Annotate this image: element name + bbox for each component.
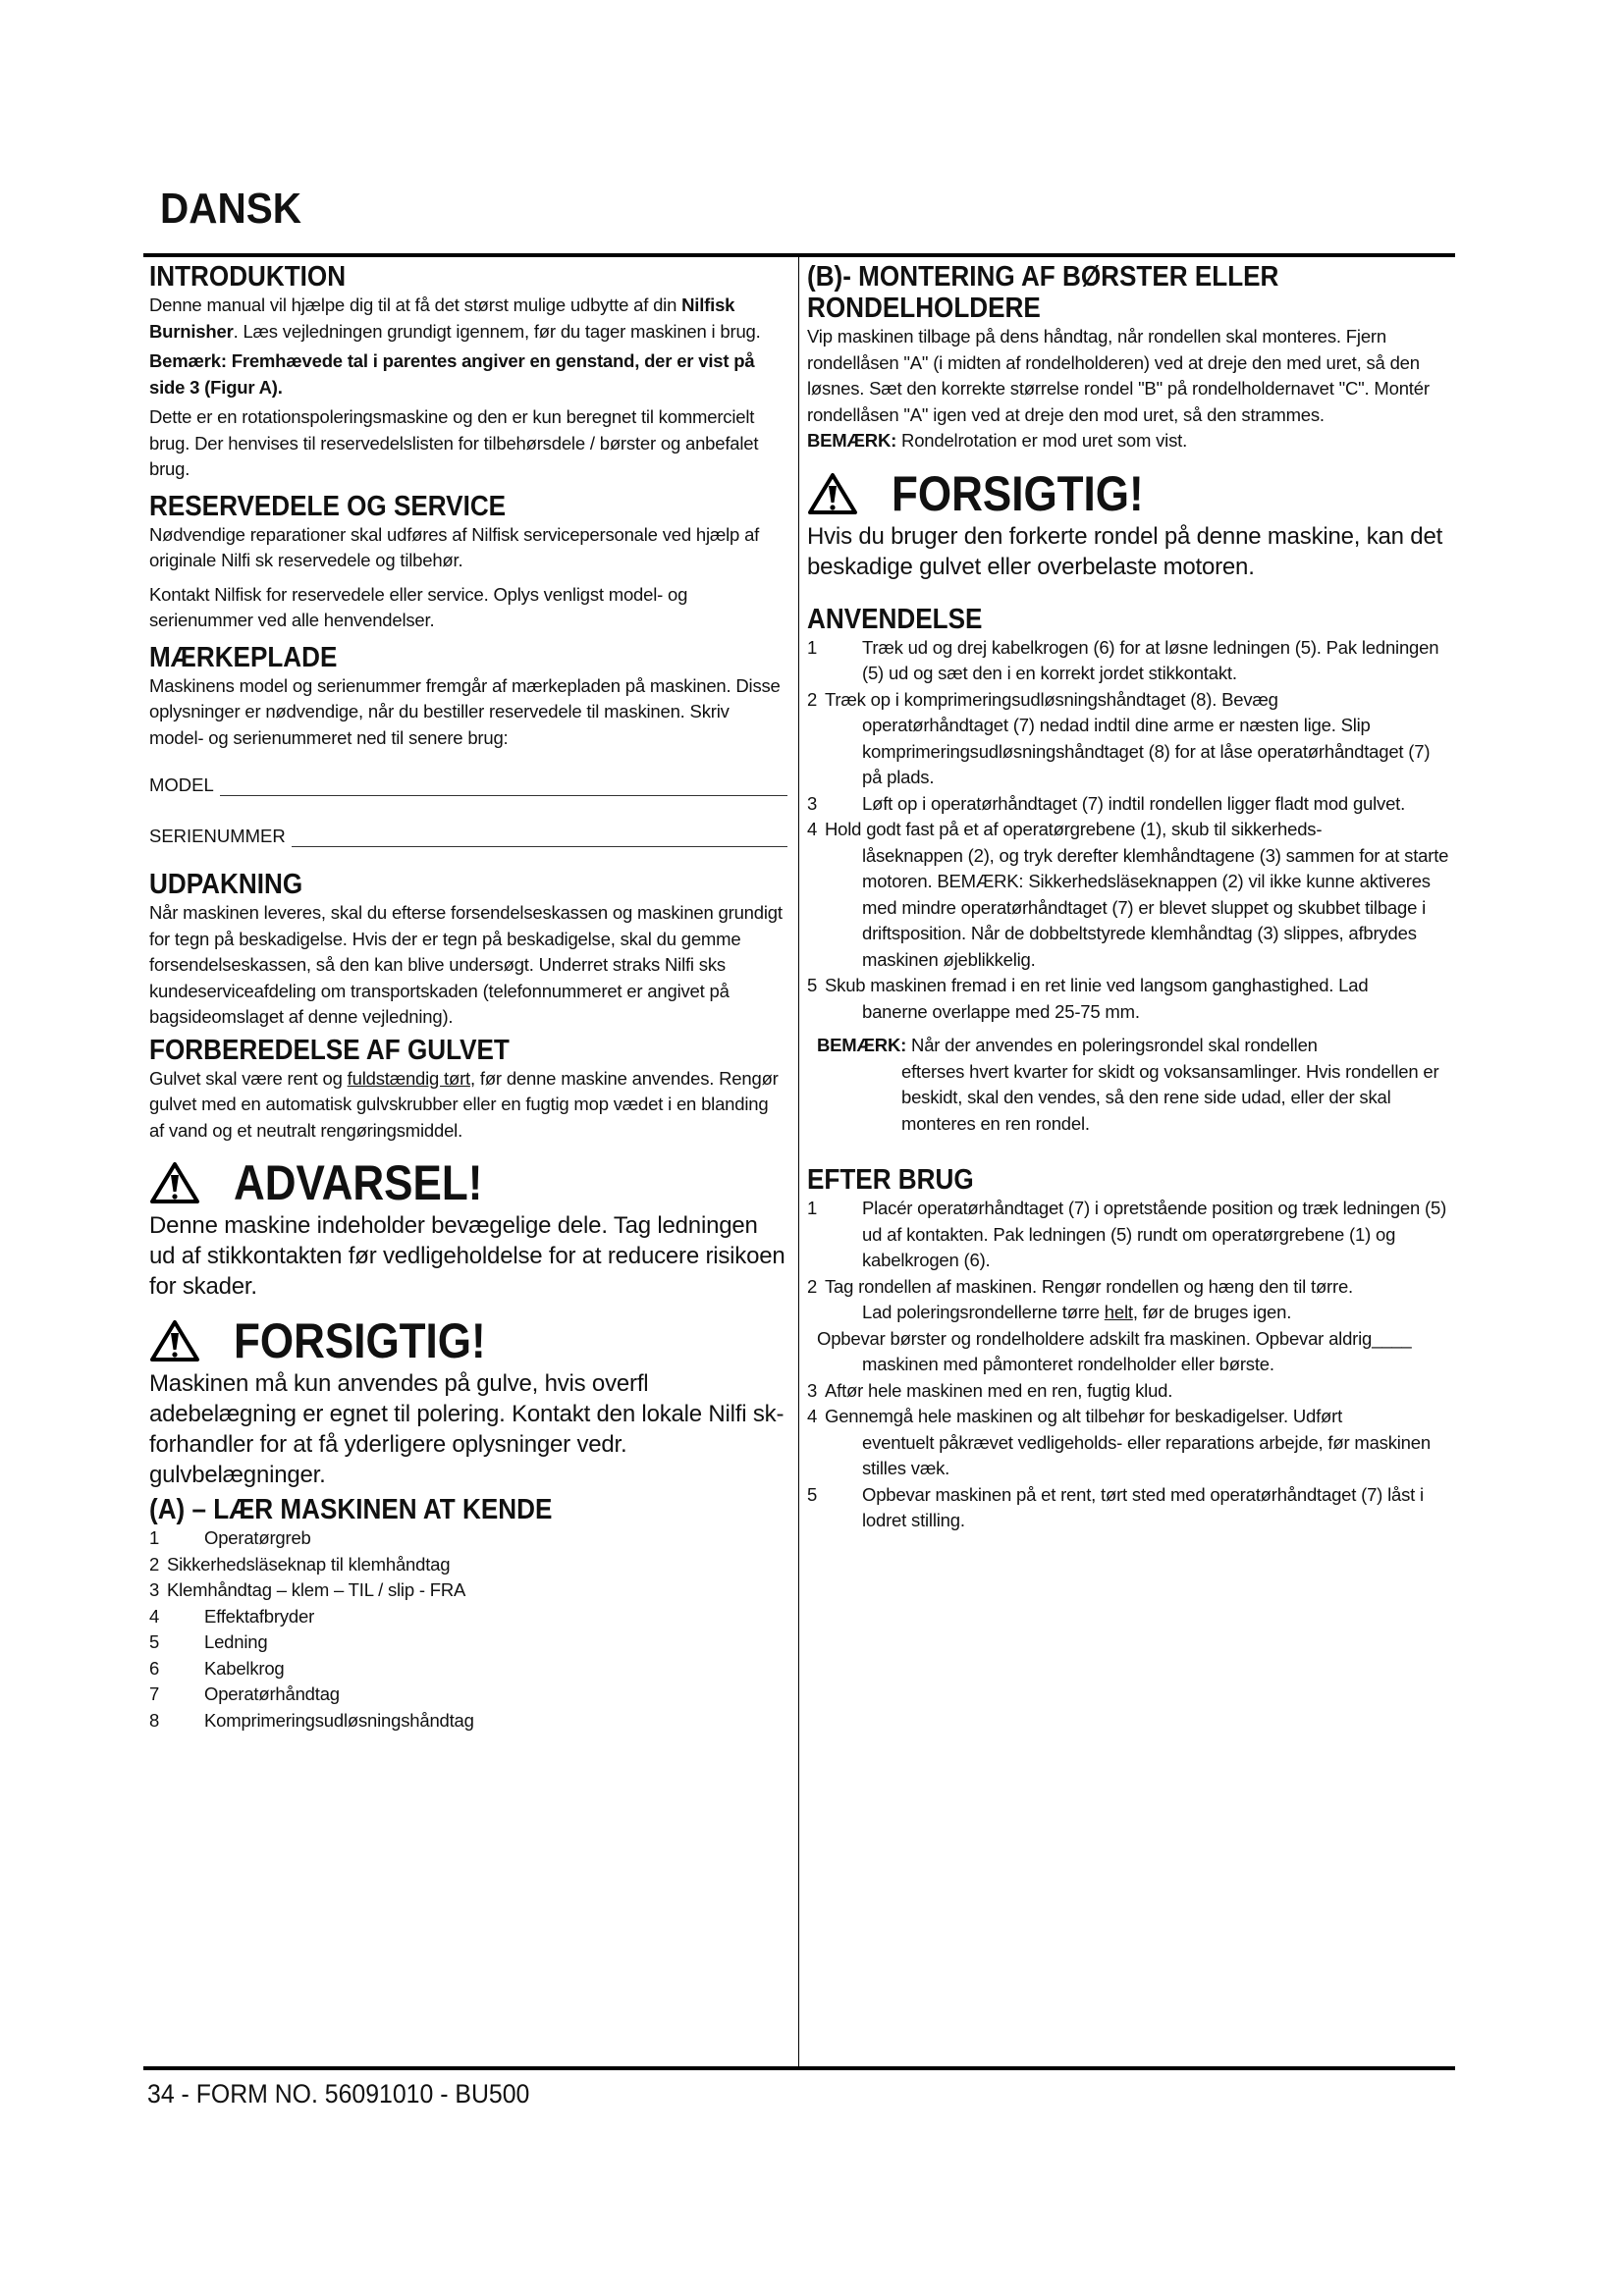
list-text: Skub maskinen fremad i en ret linie ved langsom ganghastighed. Lad [825, 975, 1369, 995]
list-text: Ledning [204, 1631, 268, 1652]
intro-note [149, 348, 787, 400]
section-heading-line-1: (B)- MONTERING AF BØRSTER ELLER [807, 261, 1279, 293]
list-text: Effektafbryder [204, 1605, 315, 1627]
note-text: Rondelrotation er mod uret som vist. [896, 430, 1188, 451]
section-udpakning [149, 869, 787, 1031]
list-text: Operatørhåndtag [204, 1683, 340, 1704]
note-label: BEMÆRK: [807, 430, 897, 451]
list-item [807, 1196, 1453, 1274]
list-item [807, 635, 1453, 687]
page-footer: 34 - FORM NO. 56091010 - BU500 [147, 2079, 530, 2109]
list-number: 8 [149, 1709, 160, 1731]
list-number: 5 [807, 975, 818, 995]
list-number: 1 [149, 1527, 160, 1548]
list-number: 3 [807, 792, 818, 814]
serial-label: SERIENUMMER [149, 826, 286, 846]
list-text: Gennemgå hele maskinen og alt tilbehør for beskadigelser. Udført [825, 1406, 1343, 1426]
list-number: 4 [807, 819, 818, 839]
parts-list-item [149, 1525, 787, 1552]
list-text-continued: låseknappen (2), og tryk derefter klemhåndtagene (3) sammen for at starte motoren. BEMÆRK: Sikkerhedsläseknappen (2) vil ikke kunne aktiveres med mindre operatørhåndtaget (7) er blevet sluppet og skubbet tilbage i driftsposition. Når de dobbeltstyrede klemhåndtag (3) slippes, afbrydes maskinen øjeblikkelig. [862, 844, 1449, 970]
list-item [807, 791, 1453, 818]
serial-line [292, 825, 787, 847]
list-text: Tag rondellen af maskinen. Rengør rondellen og hæng den til tørre. [825, 1275, 1353, 1297]
list-number: 4 [807, 1406, 818, 1426]
list-item [807, 817, 1453, 973]
list-number: 1 [807, 1198, 818, 1218]
list-text: Aftør hele maskinen med en ren, fugtig klud. [825, 1379, 1173, 1401]
caution-text: Maskinen må kun anvendes på gulve, hvis overfl adebelægning er egnet til polering. Kontakt den lokale Nilfi sk-forhandler for at få yderligere oplysninger vedr. gulvbelægninger. [149, 1370, 785, 1488]
floor-text: Gulvet skal være rent og [149, 1067, 348, 1089]
intro-text: Denne manual vil hjælpe dig til at få det størst mulige udbytte af din [149, 294, 682, 315]
intro-text-end: . Læs vejledningen grundigt igennem, før du tager maskinen i brug. [233, 320, 761, 342]
dry-text: Lad poleringsrondellerne tørre [862, 1302, 1105, 1322]
list-text: Placér operatørhåndtaget (7) i opretstående position og træk ledningen (5) ud af kontakten. Pak ledningen (5) rundt om operatørgrebene (1) og kabelkrogen (6). [862, 1198, 1447, 1270]
parts-list-item [149, 1656, 787, 1682]
section-anvendelse [807, 604, 1453, 1138]
list-text: Hold godt fast på et af operatørgrebene (1), skub til sikkerheds- [825, 819, 1323, 839]
top-rule [143, 253, 1455, 257]
list-text: Klemhåndtag – klem – TIL / slip - FRA [167, 1579, 466, 1600]
right-column [807, 261, 1453, 1534]
section-heading: ANVENDELSE [807, 603, 983, 635]
service-paragraph-2: Kontakt Nilfisk for reservedele eller service. Oplys venligst model- og serienummer ved alle henvendelser. [149, 583, 688, 630]
list-number: 5 [807, 1483, 818, 1505]
list-text: Komprimeringsudløsningshåndtag [204, 1709, 474, 1731]
section-heading: MÆRKEPLADE [149, 641, 338, 673]
list-text: Sikkerhedsläseknap til klemhåndtag [167, 1553, 451, 1575]
service-paragraph-1: Nødvendige reparationer skal udføres af Nilfisk servicepersonale ved hjælp af originale Nilfi sk reservedele og tilbehør. [149, 523, 760, 570]
plate-paragraph: Maskinens model og serienummer fremgår af mærkepladen på maskinen. Disse oplysninger er nødvendige, når du bestiller reservedele til maskinen. Skriv model- og serienummeret ned til senere brug: [149, 674, 781, 748]
list-number: 7 [149, 1683, 160, 1704]
warning-title: ADVARSEL! [234, 1155, 483, 1210]
list-number: 3 [807, 1379, 818, 1401]
section-montering [807, 261, 1453, 454]
use-note [807, 1033, 1453, 1137]
section-heading: FORBEREDELSE AF GULVET [149, 1034, 510, 1066]
storage-text-continued: maskinen med påmonteret rondelholder eller børste. [862, 1354, 1274, 1374]
list-item [807, 1274, 1453, 1326]
warning-text: Denne maskine indeholder bevægelige dele. Tag ledningen ud af stikkontakten før vedligeholdelse for at reducere risikoen for skader. [149, 1212, 785, 1300]
list-item [807, 973, 1453, 1025]
note-text: Når der anvendes en poleringsrondel skal rondellen [906, 1035, 1318, 1055]
caution-text: Hvis du bruger den forkerte rondel på denne maskine, kan det beskadige gulvet eller overbelaste motoren. [807, 522, 1443, 580]
caution-triangle-icon [807, 472, 858, 515]
section-maerkeplade [149, 642, 787, 848]
column-divider [798, 257, 799, 2066]
list-text-continued [807, 1300, 1453, 1326]
section-heading: EFTER BRUG [807, 1164, 974, 1196]
parts-list-item [149, 1604, 787, 1630]
parts-list [149, 1525, 787, 1734]
bottom-rule [143, 2066, 1455, 2070]
left-column [149, 261, 787, 1734]
section-gulv [149, 1035, 787, 1145]
list-text: Træk ud og drej kabelkrogen (6) for at løsne ledningen (5). Pak ledningen (5) ud og sæt den i en korrekt jordet stikkontakt. [862, 636, 1439, 683]
list-item [807, 1378, 1453, 1405]
caution-title: FORSIGTIG! [234, 1313, 486, 1368]
note-label: BEMÆRK: [817, 1035, 907, 1055]
list-number: 6 [149, 1657, 160, 1679]
caution-block-right [807, 466, 1453, 582]
list-number: 4 [149, 1605, 160, 1627]
parts-list-item [149, 1552, 787, 1578]
dry-underlined: helt [1104, 1302, 1133, 1322]
list-number: 5 [149, 1631, 160, 1652]
list-item [807, 1404, 1453, 1482]
model-label: MODEL [149, 774, 214, 795]
list-text: Operatørgreb [204, 1527, 311, 1548]
section-heading: (A) – LÆR MASKINEN AT KENDE [149, 1494, 553, 1525]
section-reservedele [149, 491, 787, 634]
list-text: Træk op i komprimeringsudløsningshåndtaget (8). Bevæg [825, 688, 1278, 710]
parts-list-item [149, 1577, 787, 1604]
intro-note-text: Bemærk: Fremhævede tal i parentes angiver en genstand, der er vist på side 3 (Figur A). [149, 350, 755, 398]
caution-triangle-icon [149, 1319, 200, 1362]
list-text: Kabelkrog [204, 1657, 285, 1679]
caution-title: FORSIGTIG! [892, 465, 1144, 521]
list-number: 1 [807, 636, 818, 658]
dry-text-end: , før de bruges igen. [1132, 1302, 1292, 1322]
model-field[interactable] [149, 767, 787, 796]
warning-block [149, 1155, 787, 1302]
section-heading: INTRODUKTION [149, 261, 347, 293]
parts-list-item [149, 1629, 787, 1656]
unpack-paragraph: Når maskinen leveres, skal du efterse forsendelseskassen og maskinen grundigt for tegn på beskadigelse. Hvis der er tegn på beskadigelse, skal du gemme forsendelseskassen, så den kan blive undersøgt. Underret straks Nilfi sks kundeserviceafdeling om transportskaden (telefonnummeret er angivet på bagsideomslaget af denne vejledning). [149, 902, 783, 1027]
section-heading-line-2: RONDELHOLDERE [807, 293, 1041, 324]
warning-triangle-icon [149, 1161, 200, 1204]
list-number: 2 [807, 1275, 818, 1297]
intro-paragraph-3: Dette er en rotationspoleringsmaskine og den er kun beregnet til kommercielt brug. Der henvises til reservedelslisten for tilbehørsdele / børster og anbefalet brug. [149, 406, 759, 479]
model-line [220, 774, 787, 796]
list-item [807, 687, 1453, 791]
intro-product-name: Nilfisk Burnisher [149, 294, 735, 342]
serial-field[interactable] [149, 818, 787, 847]
section-efter-brug [807, 1164, 1453, 1534]
list-number: 3 [149, 1579, 160, 1600]
list-text: Løft op i operatørhåndtaget (7) indtil rondellen ligger fladt mod gulvet. [862, 792, 1406, 814]
note-text-continued: efterses hvert kvarter for skidt og voksansamlinger. Hvis rondellen er beskidt, skal den vendes, så den rene side udad, eller der skal monteres en ren rondel. [901, 1060, 1439, 1134]
floor-text-end: , før denne maskine anvendes. Rengør gulvet med en automatisk gulvskrubber eller en fugtig mop vædet i en blanding af vand og et neutralt rengøringsmiddel. [149, 1067, 779, 1141]
caution-block [149, 1313, 787, 1490]
section-laer-maskinen [149, 1494, 787, 1734]
storage-text: Opbevar børster og rondelholdere adskilt fra maskinen. Opbevar aldrig____ [817, 1327, 1412, 1349]
floor-underlined-text: fuldstændig tørt [347, 1067, 470, 1089]
list-text: Opbevar maskinen på et rent, tørt sted med operatørhåndtaget (7) låst i lodret stilling. [862, 1483, 1424, 1530]
floor-paragraph [149, 1066, 787, 1145]
list-text-continued: eventuelt påkrævet vedligeholds- eller reparations arbejde, før maskinen stilles væk. [862, 1431, 1431, 1478]
list-number: 2 [149, 1553, 160, 1575]
section-heading: UDPAKNING [149, 869, 303, 900]
section-introduktion [149, 261, 787, 483]
section-heading: RESERVEDELE OG SERVICE [149, 490, 507, 522]
intro-paragraph [149, 293, 787, 345]
mount-paragraph: Vip maskinen tilbage på dens håndtag, når rondellen skal monteres. Fjern rondellåsen "A" (i midten af rondelholderen) ved at dreje den med uret, så den løsnes. Sæt den korrekte størrelse rondel "B" på rondelholdernavet "C". Montér rondellåsen "A" igen ved at dreje den mod uret, så den strammes. [807, 326, 1430, 425]
storage-note [807, 1326, 1453, 1378]
list-text-continued: banerne overlappe med 25-75 mm. [862, 1000, 1140, 1022]
parts-list-item [149, 1708, 787, 1735]
list-number: 2 [807, 688, 818, 710]
mount-note [807, 428, 1453, 454]
list-text-continued: operatørhåndtaget (7) nedad indtil dine arme er næsten lige. Slip komprimeringsudløsningshåndtaget (8) for at låse operatørhåndtaget (7) på plads. [862, 715, 1431, 787]
parts-list-item [149, 1682, 787, 1708]
page-heading: DANSK [160, 185, 301, 233]
list-item [807, 1482, 1453, 1534]
